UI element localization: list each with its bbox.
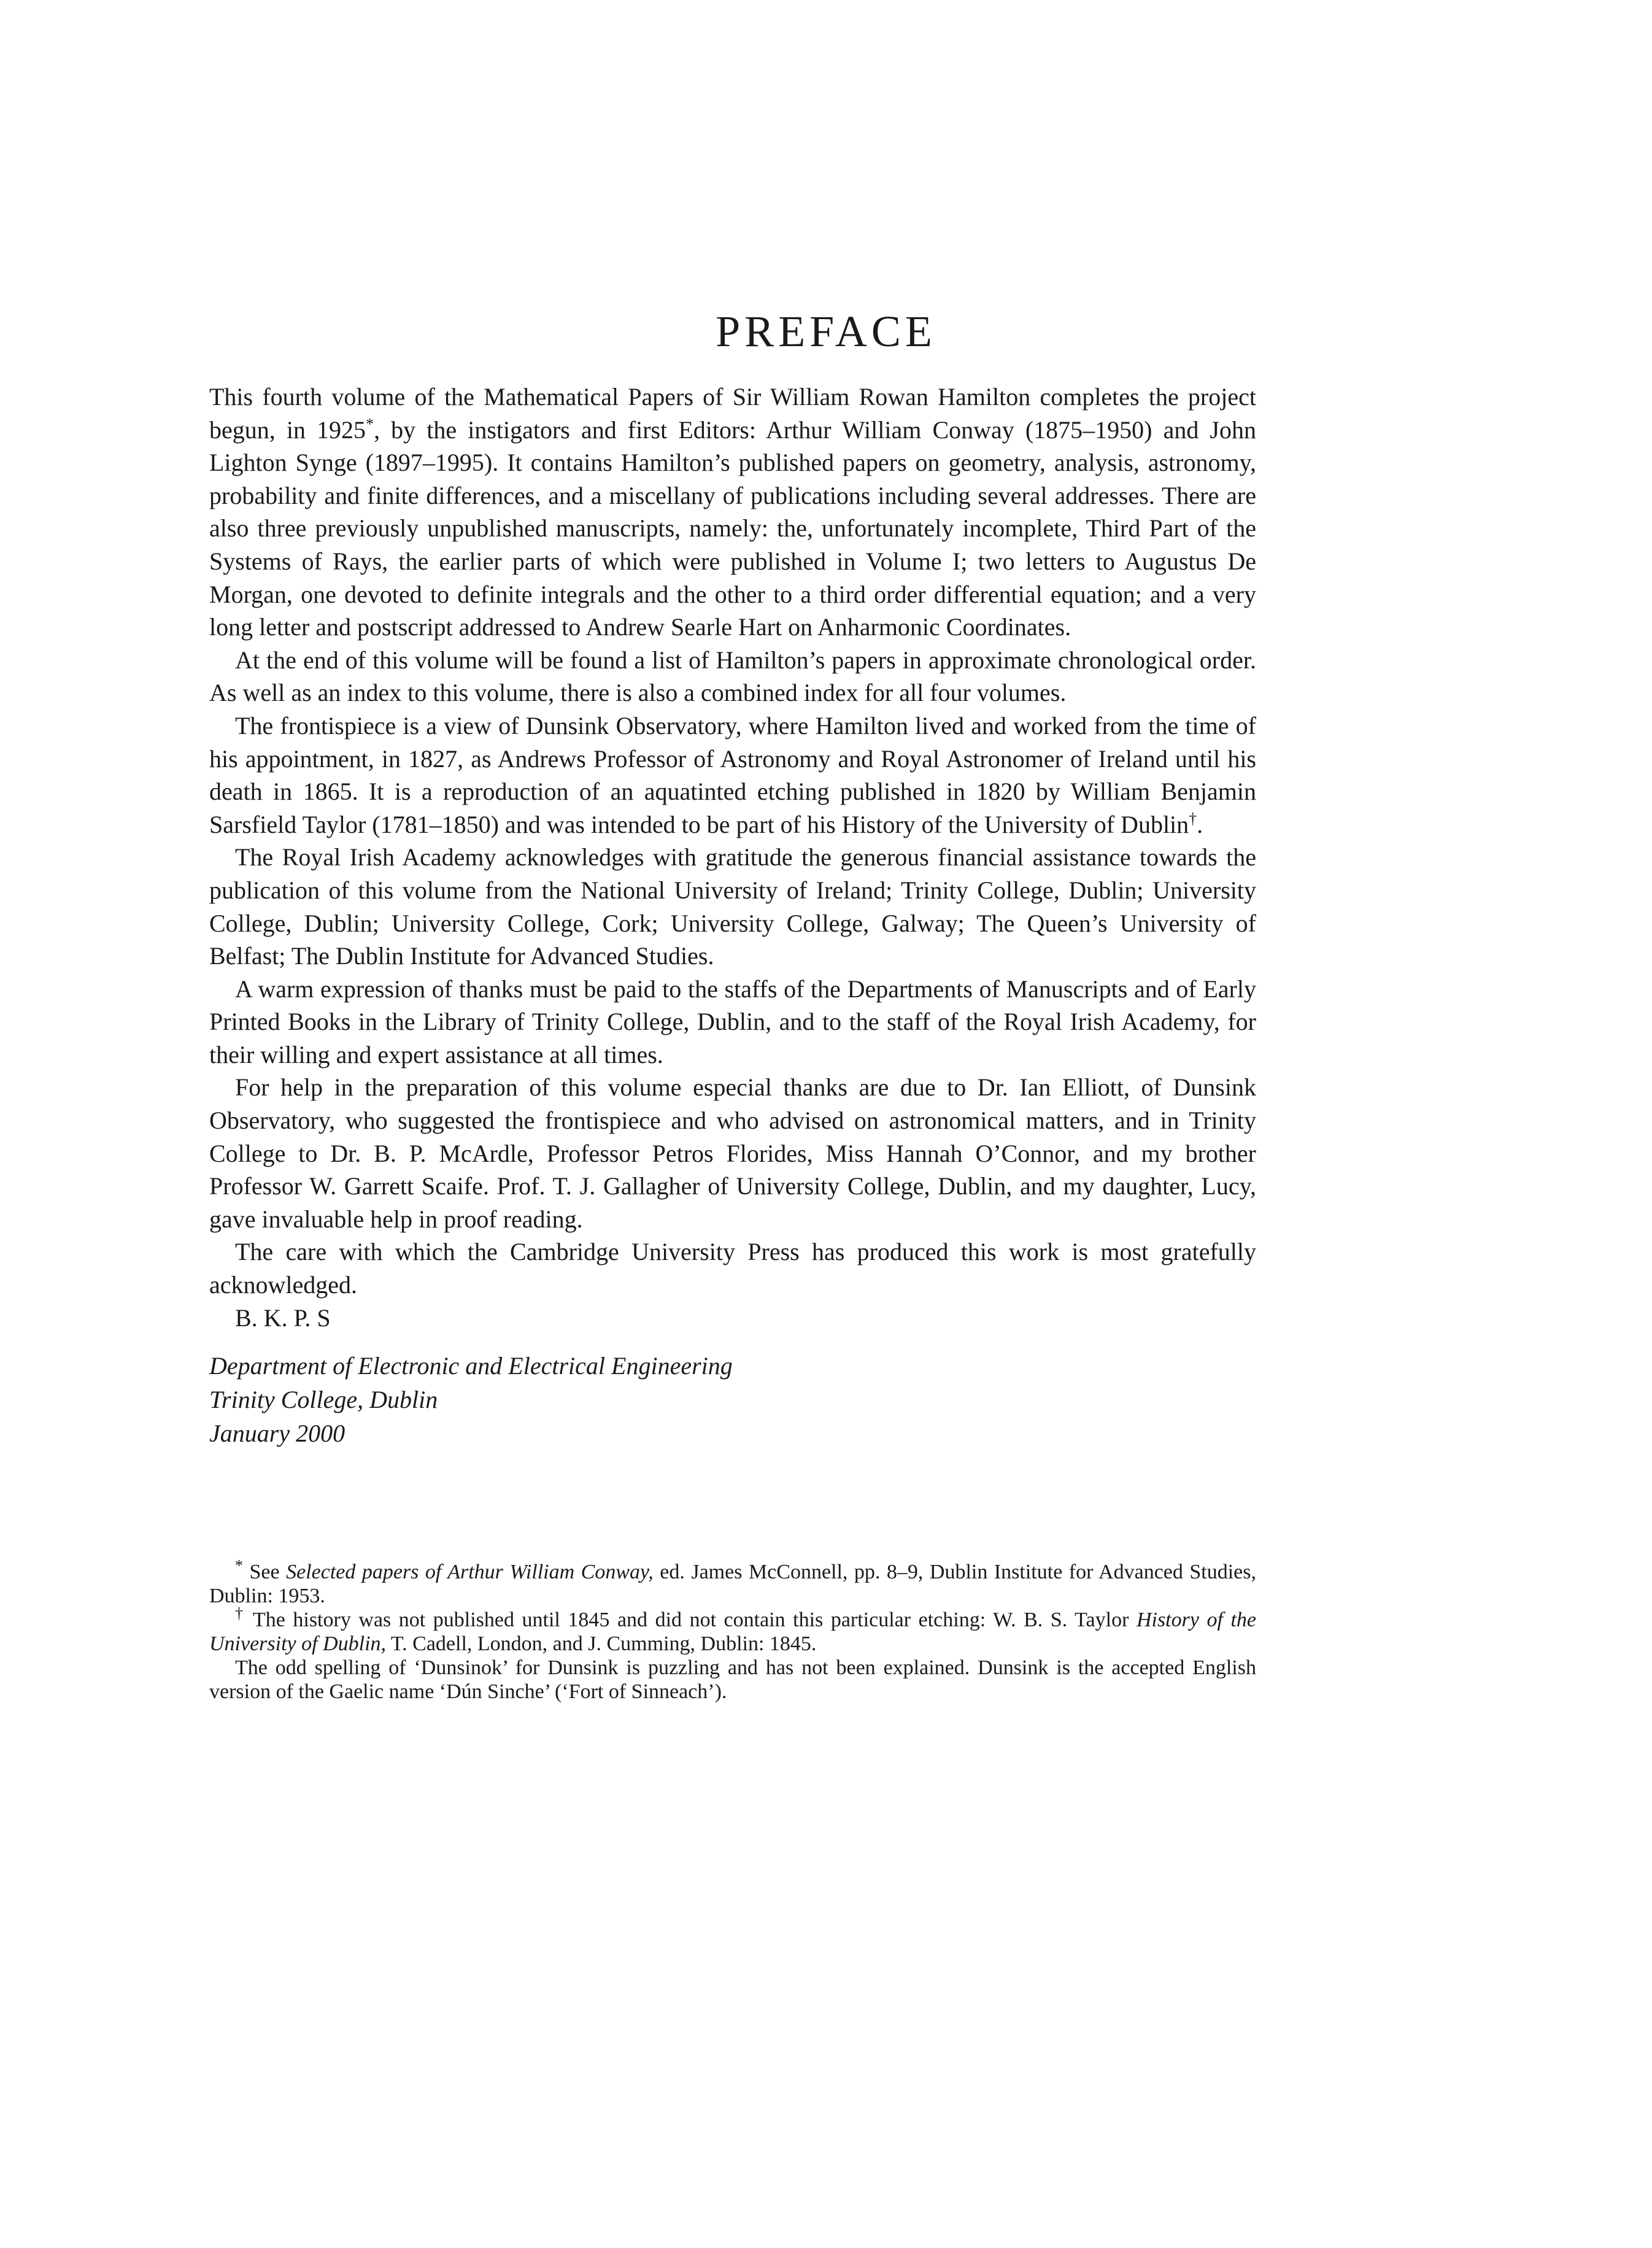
paragraph-1-text-cont: , by the instigators and first Editors: Arthur William Conway (1875–1950) and John Lighton Synge (1897–1995). It contains Hamilton’s published papers on geometry, analysis, astronomy, probability and finite differences, and a miscellany of publications including several addresses. There are also three previously unpublished manuscripts, namely: the, unfortunately incomplete, Third Part of the Systems of Rays, the earlier parts of which were published in Volume I; two letters to Augustus De Morgan, one devoted to definite integrals and the other to a third order differential equation; and a very long letter and postscript addressed to Andrew Searle Hart on Anharmonic Coordinates. (209, 415, 1257, 641)
paragraph-7: The care with which the Cambridge University Press has produced this work is most gratefully acknowledged. (209, 1238, 1256, 1299)
paragraph-3 (209, 709, 1256, 841)
footnote-1-title: Selected papers of Arthur William Conway, (286, 1561, 654, 1583)
footnote-ref-asterisk: * (366, 415, 374, 433)
author-initials: B. K. P. S (235, 1304, 331, 1332)
footnote-1 (209, 1556, 1256, 1608)
footnote-1-mark: * (235, 1556, 243, 1575)
paragraph-1 (209, 380, 1256, 644)
paragraph-4: The Royal Irish Academy acknowledges with gratitude the generous financial assistance towards the publication of this volume from the National University of Ireland; Trinity College, Dublin; University College, Dublin; University College, Cork; University College, Galway; The Queen’s University of Belfast; The Dublin Institute for Advanced Studies. (209, 843, 1256, 970)
footnote-3: The odd spelling of ‘Dunsinok’ for Dunsink is puzzling and has not been explained. Dunsink is the accepted English version of the Gaelic name ‘Dún Sinche’ (‘Fort of Sinneach’). (209, 1656, 1256, 1703)
footnotes (209, 1556, 1257, 1704)
author-address (209, 1349, 1256, 1450)
paragraph-2: At the end of this volume will be found a list of Hamilton’s papers in approximate chronological order. As well as an index to this volume, there is also a combined index for all four volumes. (209, 646, 1256, 707)
footnote-2-pre: The history was not published until 1845 and did not contain this particular etching: W. B. S. Taylor (245, 1609, 1137, 1631)
footnote-2 (209, 1604, 1257, 1656)
paragraph-1-text: This fourth volume of the Mathematical Papers of Sir William Rowan Hamilton completes the project begun, in 1925 (209, 383, 1256, 444)
paragraph-5: A warm expression of thanks must be paid to the staffs of the Departments of Manuscripts and of Early Printed Books in the Library of Trinity College, Dublin, and to the staff of the Royal Irish Academy, for their willing and expert assistance at all times. (209, 975, 1256, 1068)
footnote-2-mark: † (235, 1604, 246, 1623)
paragraph-6: For help in the preparation of this volume especial thanks are due to Dr. Ian Elliott, of Dunsink Observatory, who suggested the frontispiece and who advised on astronomical matters, and in Trinity College to Dr. B. P. McArdle, Professor Petros Florides, Miss Hannah O’Connor, and my brother Professor W. Garrett Scaife. Prof. T. J. Gallagher of University College, Dublin, and my daughter, Lucy, gave invaluable help in proof reading. (209, 1073, 1256, 1233)
page-title: PREFACE (716, 307, 936, 356)
footnote-1-pre: See (243, 1561, 287, 1583)
footnote-2-title: History of the University of Dublin, (209, 1609, 1257, 1655)
address-college: Trinity College, Dublin (209, 1386, 438, 1414)
footnote-ref-dagger: † (1189, 809, 1197, 828)
address-department: Department of Electronic and Electrical Engineering (209, 1352, 733, 1380)
preface-body (209, 380, 1256, 1450)
paragraph-3-text: The frontispiece is a view of Dunsink Observatory, where Hamilton lived and worked from the time of his appointment, in 1827, as Andrews Professor of Astronomy and Royal Astronomer of Ireland until his death in 1865. It is a reproduction of an aquatinted etching published in 1820 by William Benjamin Sarsfield Taylor (1781–1850) and was intended to be part of his History of the University of Dublin (209, 711, 1256, 838)
footnote-1-post: ed. James McConnell, pp. 8–9, Dublin Institute for Advanced Studies, Dublin: 1953. (209, 1561, 1256, 1607)
address-date: January 2000 (209, 1419, 345, 1448)
paragraph-3-text-cont: . (1197, 810, 1203, 838)
footnote-2-post: T. Cadell, London, and J. Cumming, Dublin: 1845. (386, 1632, 817, 1655)
